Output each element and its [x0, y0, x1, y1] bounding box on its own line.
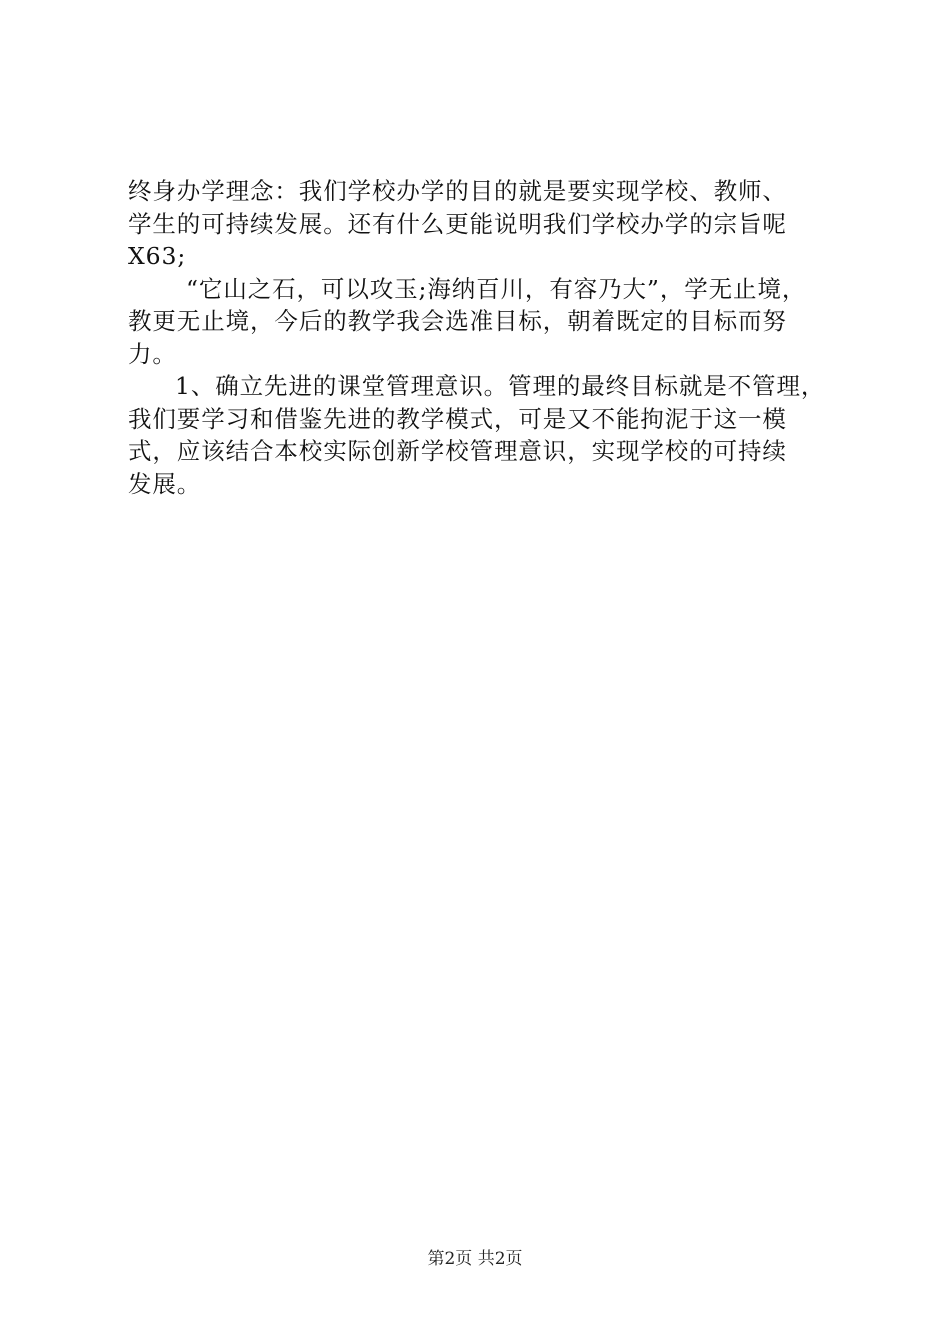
text-line: 发展。	[128, 469, 202, 498]
page-number: 第2页 共2页	[427, 1249, 523, 1269]
document-body	[128, 175, 828, 500]
text-line: “它山之石，可以攻玉;海纳百川，有容乃大”，学无止境，	[186, 274, 807, 303]
text-line: 终身办学理念：我们学校办学的目的就是要实现学校、教师、	[128, 177, 787, 205]
text-line: 力。	[128, 339, 177, 368]
text-line: 教更无止境，今后的教学我会选准目标，朝着既定的目标而努	[128, 307, 787, 335]
text-line: X63;	[128, 242, 187, 270]
page-footer	[0, 1244, 950, 1269]
text-line: 我们要学习和借鉴先进的教学模式，可是又不能拘泥于这一模	[128, 404, 787, 433]
text-line: 式，应该结合本校实际创新学校管理意识，实现学校的可持续	[128, 437, 787, 465]
text-line: 学生的可持续发展。还有什么更能说明我们学校办学的宗旨呢	[128, 209, 787, 238]
text-line: 1、确立先进的课堂管理意识。管理的最终目标就是不管理，	[175, 372, 826, 400]
